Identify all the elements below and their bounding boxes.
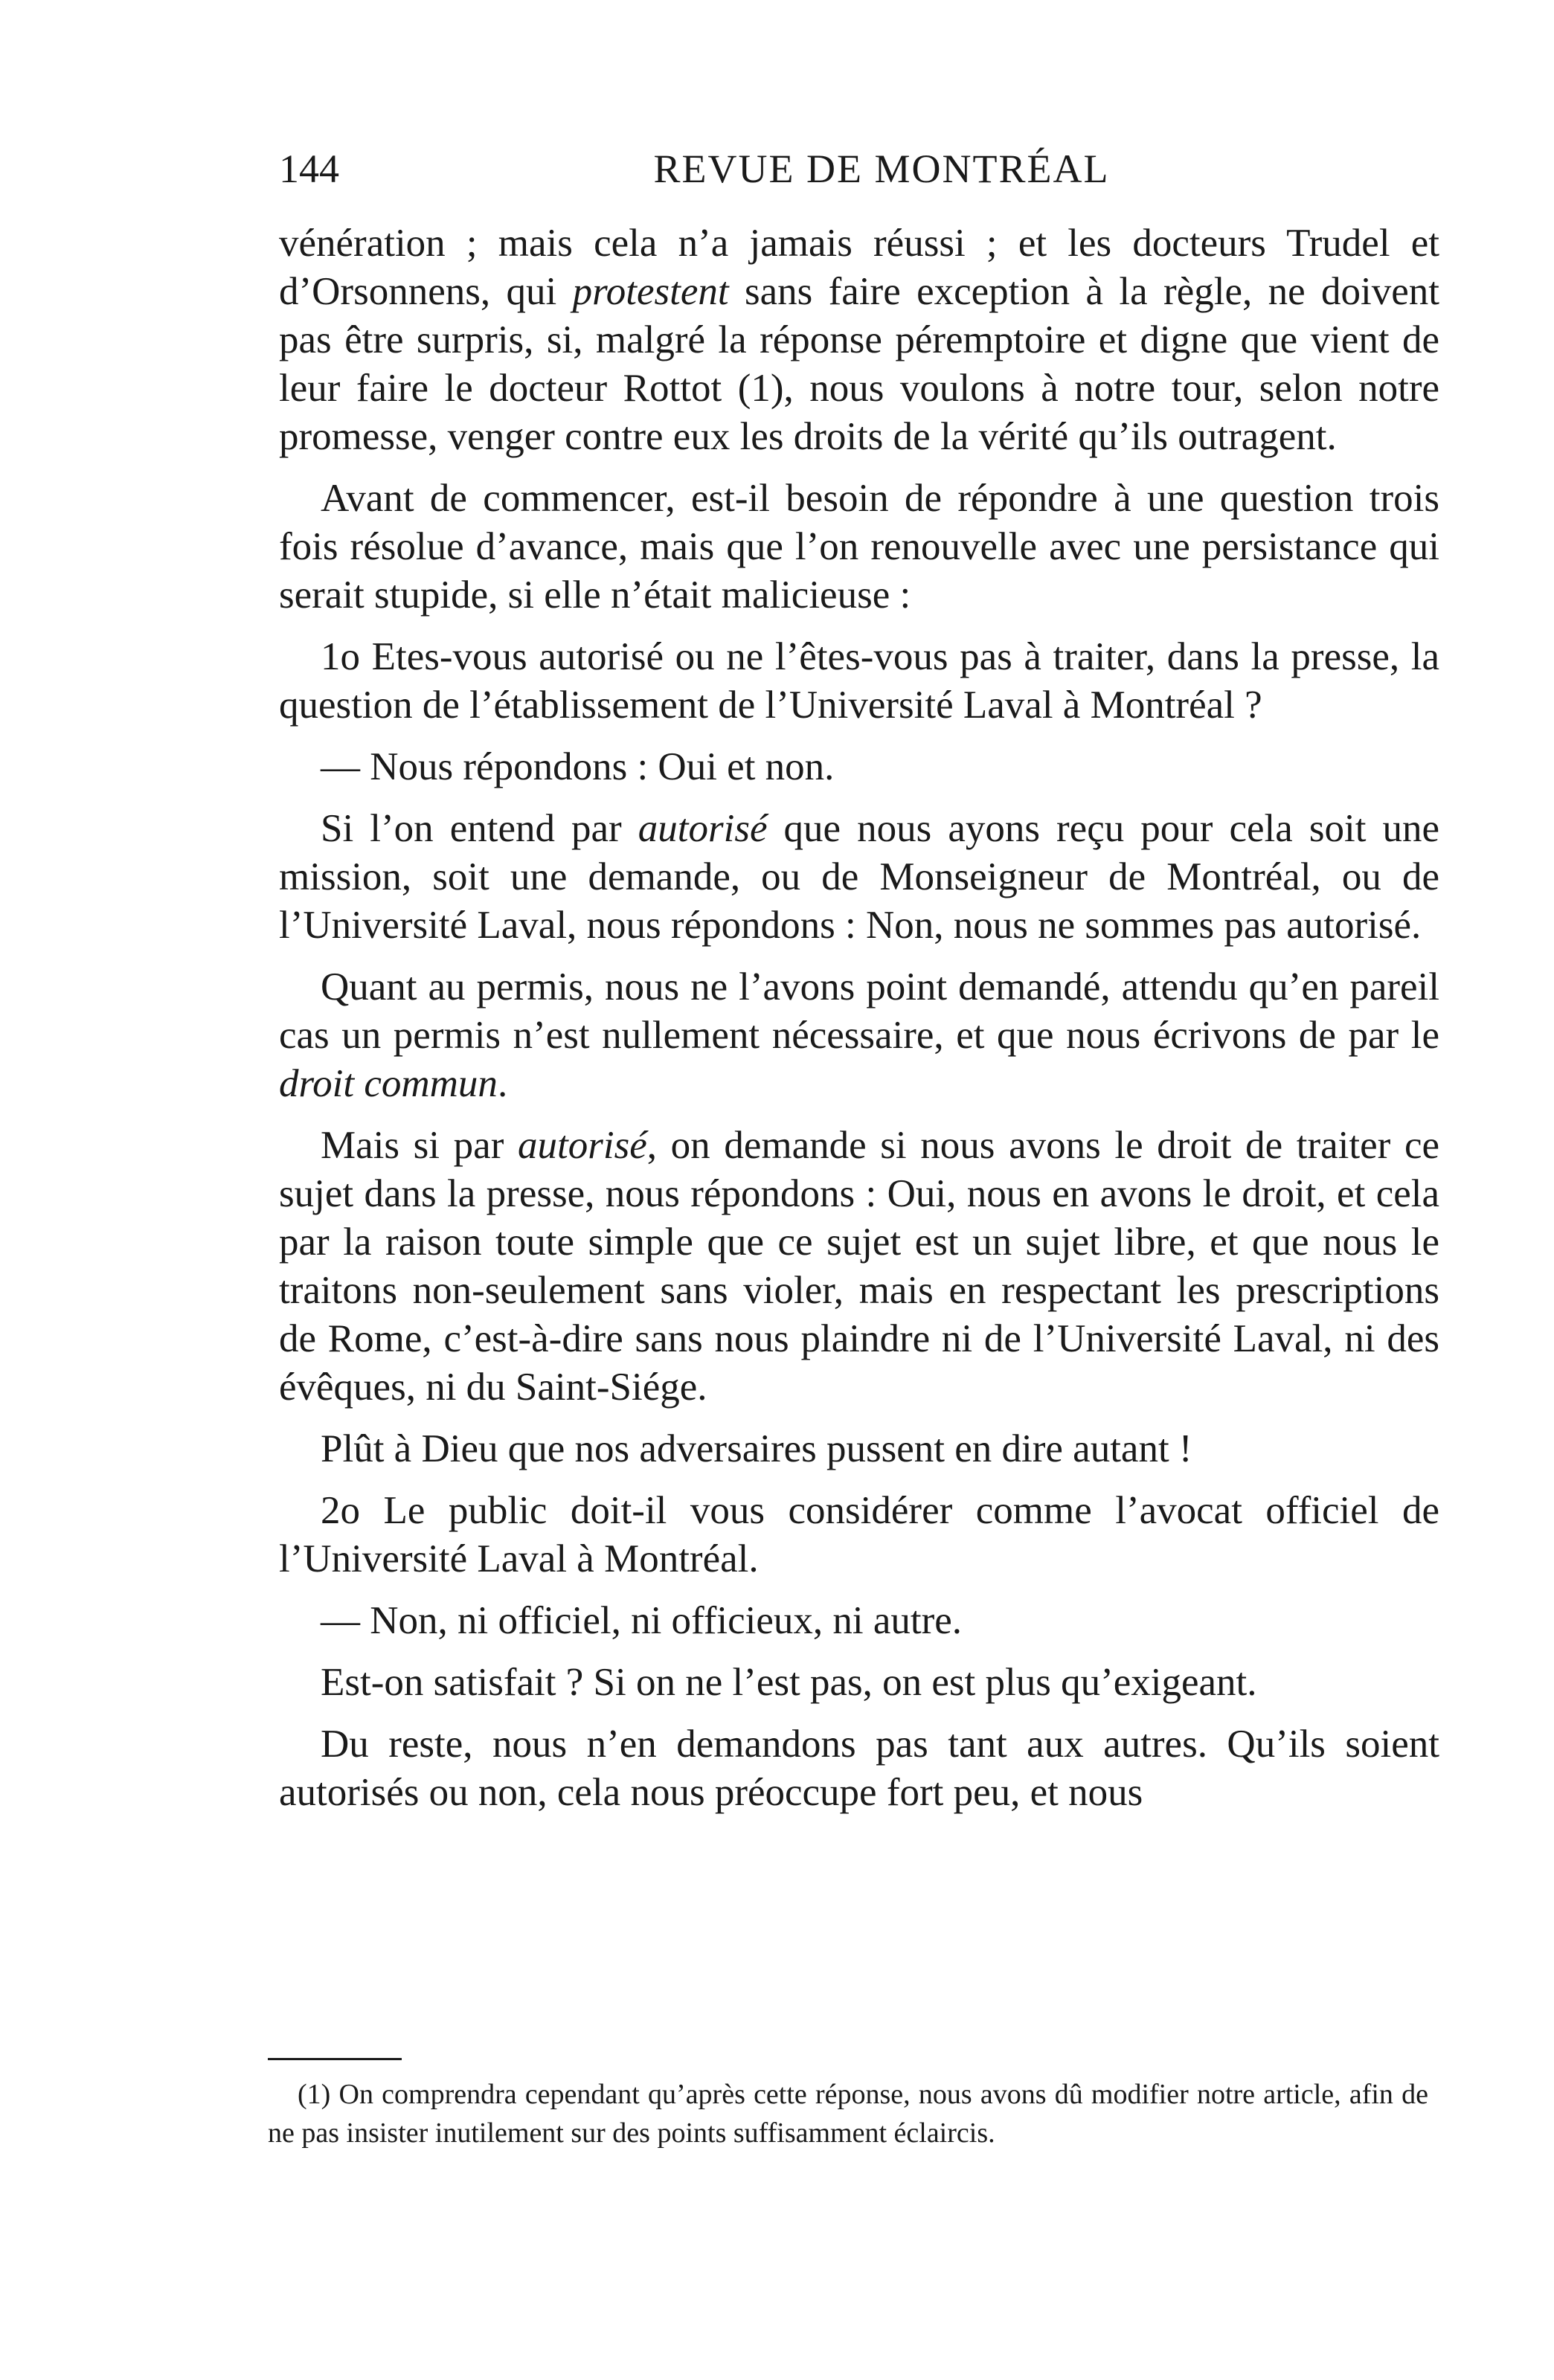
paragraph-1: vénération ; mais cela n’a jamais réussi ; et les docteurs Trudel et d’Orsonnens, qui protestent sans faire exception à la règle, ne doivent pas être surpris, si, malgré la réponse péremptoire et digne que vient de leur faire le docteur Rottot (1), nous voulons à notre tour, selon notre promesse, venger contre eux les droits de la vérité qu’ils outragent. (279, 222, 1439, 458)
paragraph-10: — Non, ni officiel, ni officieux, ni autre. (321, 1599, 963, 1642)
paragraph-8: Plût à Dieu que nos adversaires pussent en dire autant ! (321, 1427, 1192, 1470)
body-text (279, 219, 1439, 1830)
paragraph-3: 1o Etes-vous autorisé ou ne l’êtes-vous pas à traiter, dans la presse, la question de l’établissement de l’Université Laval à Montréal ? (279, 635, 1439, 727)
footnote-divider (268, 2058, 402, 2060)
page-header (279, 146, 1439, 198)
paragraph-5: Si l’on entend par autorisé que nous ayons reçu pour cela soit une mission, soit une demande, ou de Monseigneur de Montréal, ou de l’Université Laval, nous répondons : Non, nous ne sommes pas autorisé. (279, 807, 1440, 947)
paragraph-7: Mais si par autorisé, on demande si nous avons le droit de traiter ce sujet dans la presse, nous répondons : Oui, nous en avons le droit, et cela par la raison toute simple que ce sujet est un sujet libre, et que nous le traitons non-seulement sans violer, mais en respectant les prescriptions de Rome, c’est-à-dire sans nous plaindre ni de l’Université Laval, ni des évêques, ni du Saint-Siége. (279, 1124, 1439, 1409)
emphasis: protestent (572, 270, 729, 313)
footnote-1: (1) On comprendra cependant qu’après cette réponse, nous avons dû modifier notre article, afin de ne pas insister inutilement sur des points suffisamment éclaircis. (268, 2079, 1428, 2149)
emphasis: autorisé (518, 1124, 647, 1167)
paragraph-6: Quant au permis, nous ne l’avons point demandé, attendu qu’en pareil cas un permis n’est nullement nécessaire, et que nous écrivons de par le droit commun. (279, 965, 1439, 1105)
paragraph-12: Du reste, nous n’en demandons pas tant aux autres. Qu’ils soient autorisés ou non, cela nous préoccupe fort peu, et nous (279, 1723, 1439, 1814)
emphasis: droit commun (279, 1062, 498, 1105)
page-number: 144 (279, 147, 339, 191)
paragraph-4: — Nous répondons : Oui et non. (321, 745, 835, 788)
paragraph-2: Avant de commencer, est-il besoin de répondre à une question trois fois résolue d’avance, mais que l’on renouvelle avec une persistance qui serait stupide, si elle n’était malicieuse : (279, 477, 1439, 617)
running-title: REVUE DE MONTRÉAL (653, 147, 1110, 191)
footnotes (268, 2075, 1428, 2152)
emphasis: autorisé (638, 807, 768, 850)
paragraph-9: 2o Le public doit-il vous considérer comme l’avocat officiel de l’Université Laval à Montréal. (279, 1489, 1439, 1580)
paragraph-11: Est-on satisfait ? Si on ne l’est pas, on est plus qu’exigeant. (321, 1661, 1257, 1704)
